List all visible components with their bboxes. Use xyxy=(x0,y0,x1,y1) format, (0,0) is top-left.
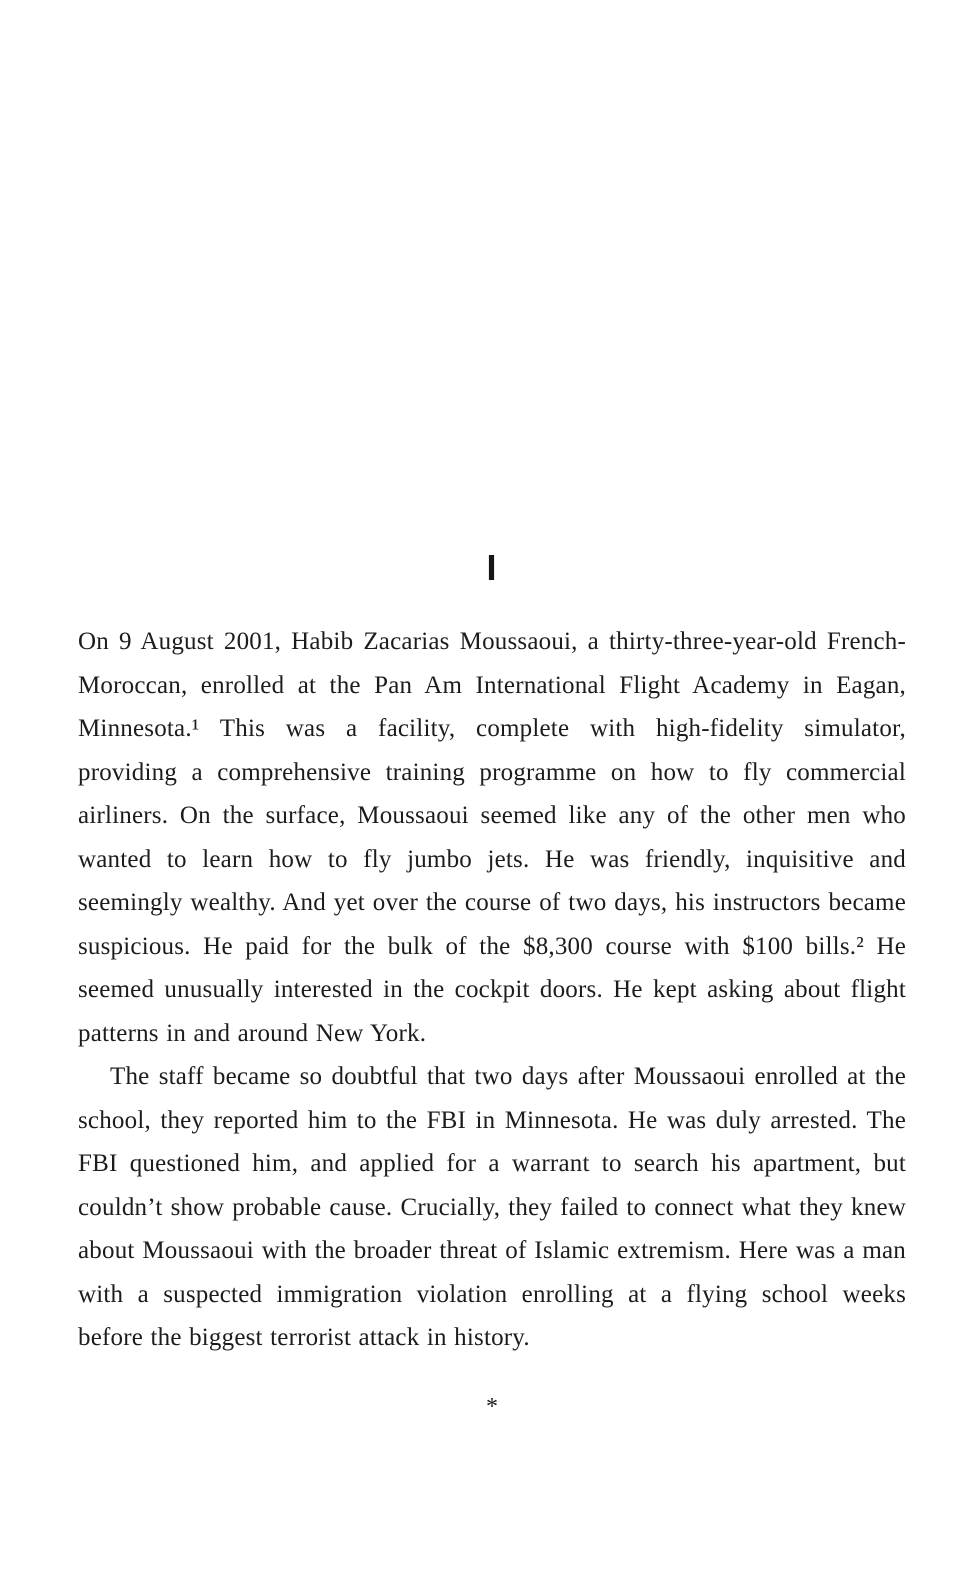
paragraph-1: On 9 August 2001, Habib Zacarias Moussaoui, a thirty-three-year-old French-Moroccan, enrolled at the Pan Am International Flight Academy in Eagan, Minnesota.¹ This was a facility, complete with high-fidelity simulator, providing a comprehensive training programme on how to fly commercial airliners. On the surface, Moussaoui seemed like any of the other men who wanted to learn how to fly jumbo jets. He was friendly, inquisitive and seemingly wealthy. And yet over the course of two days, his instructors became suspicious. He paid for the bulk of the $8,300 course with $100 bills.² He seemed unusually interested in the cockpit doors. He kept asking about flight patterns in and around New York. xyxy=(78,628,906,1047)
paragraph-2: The staff became so doubtful that two days after Moussaoui enrolled at the school, they reported him to the FBI in Minnesota. He was duly arrested. The FBI questioned him, and applied for a warrant to search his apartment, but couldn’t show probable cause. Crucially, they failed to connect what they knew about Moussaoui with the broader threat of Islamic extremism. Here was a man with a suspected immigration violation enrolling at a flying school weeks before the biggest terrorist attack in history. xyxy=(78,1063,906,1351)
text-block xyxy=(78,548,906,1421)
chapter-number: I xyxy=(486,547,498,588)
section-break-asterisk: * xyxy=(486,1393,498,1420)
